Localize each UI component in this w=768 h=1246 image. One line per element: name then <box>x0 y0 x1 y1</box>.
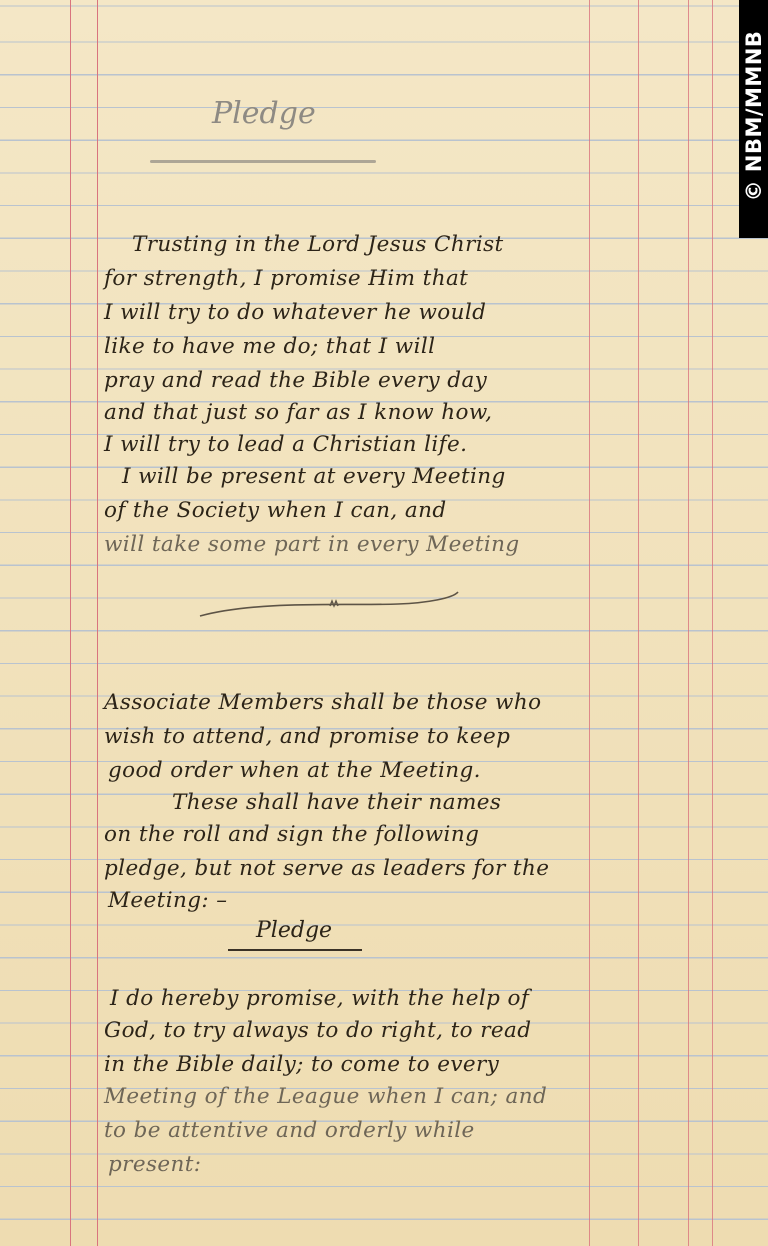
pledge-line-10: will take some part in every Meeting <box>104 532 520 557</box>
margin-line-left-outer <box>70 0 71 1246</box>
associate-line-2: wish to attend, and promise to keep <box>104 724 511 749</box>
associate-line-3: good order when at the Meeting. <box>108 758 481 783</box>
pledge-line-9: of the Society when I can, and <box>104 498 447 523</box>
associate-line-5: on the roll and sign the following <box>104 822 480 847</box>
associate-pledge-line-4: Meeting of the League when I can; and <box>104 1084 548 1109</box>
associate-line-1: Associate Members shall be those who <box>104 690 542 715</box>
associate-pledge-heading: Pledge <box>256 918 333 943</box>
flourish-divider <box>198 588 460 622</box>
associate-line-6: pledge, but not serve as leaders for the <box>104 856 550 881</box>
pledge-line-8: I will be present at every Meeting <box>122 464 506 489</box>
pledge-line-1: Trusting in the Lord Jesus Christ <box>132 232 504 257</box>
margin-line-left-inner <box>97 0 98 1246</box>
associate-pledge-line-2: God, to try always to do right, to read <box>104 1018 532 1043</box>
margin-line-right-2 <box>638 0 639 1246</box>
associate-pledge-line-3: in the Bible daily; to come to every <box>104 1052 500 1077</box>
pledge-line-7: I will try to lead a Christian life. <box>104 432 468 457</box>
associate-pledge-underline <box>228 949 362 951</box>
pledge-line-6: and that just so far as I know how, <box>104 400 493 425</box>
page-title: Pledge <box>212 96 316 131</box>
margin-line-right-4 <box>712 0 713 1246</box>
pledge-line-4: like to have me do; that I will <box>104 334 436 359</box>
associate-pledge-line-1: I do hereby promise, with the help of <box>110 986 530 1011</box>
margin-line-right-1 <box>589 0 590 1246</box>
associate-pledge-line-5: to be attentive and orderly while <box>104 1118 475 1143</box>
pledge-line-3: I will try to do whatever he would <box>104 300 487 325</box>
title-underline <box>150 160 376 163</box>
associate-line-7: Meeting: – <box>108 888 228 913</box>
associate-pledge-line-6: present: <box>108 1152 202 1177</box>
associate-line-4: These shall have their names <box>172 790 502 815</box>
pledge-line-5: pray and read the Bible every day <box>104 368 488 393</box>
margin-line-right-3 <box>688 0 689 1246</box>
pledge-line-2: for strength, I promise Him that <box>104 266 469 291</box>
copyright-badge <box>739 0 768 238</box>
copyright-text: © NBM/MMNB <box>742 30 766 202</box>
